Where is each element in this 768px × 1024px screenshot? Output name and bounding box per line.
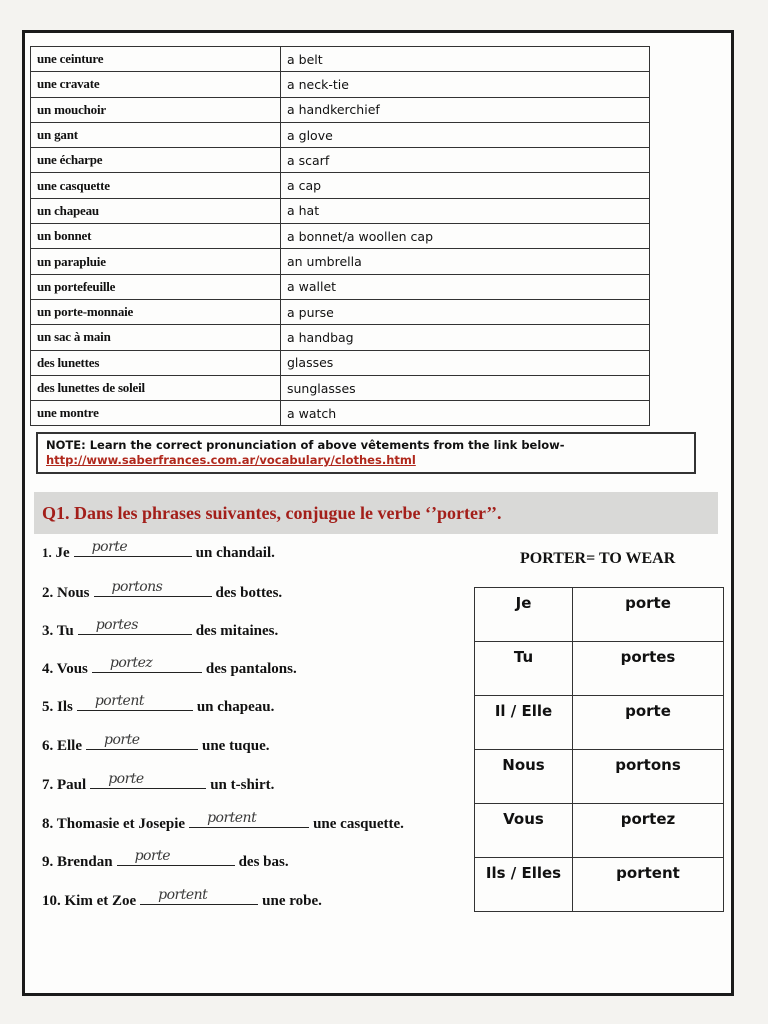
exercise-number: 8. xyxy=(42,816,54,832)
conjugation-title: PORTER= TO WEAR xyxy=(520,550,676,567)
handwritten-answer: porte xyxy=(108,771,144,787)
exercise-number: 1. xyxy=(42,545,52,560)
vocab-english: a wallet xyxy=(281,274,650,299)
conjugation-form: portes xyxy=(573,642,724,696)
conjugation-row xyxy=(475,858,724,912)
vocab-row xyxy=(31,401,650,426)
vocab-row xyxy=(31,299,650,324)
vocab-row xyxy=(31,72,650,97)
answer-blank[interactable] xyxy=(86,733,198,750)
conjugation-row xyxy=(475,588,724,642)
exercise-subject: Thomasie et Josepie xyxy=(56,816,186,832)
conjugation-form: porte xyxy=(573,588,724,642)
conjugation-form: portent xyxy=(573,858,724,912)
conjugation-table xyxy=(474,587,724,912)
vocab-french: un sac à main xyxy=(31,325,281,350)
vocab-row xyxy=(31,47,650,72)
answer-blank[interactable] xyxy=(77,694,193,711)
exercise-number: 3. xyxy=(42,623,54,639)
conjugation-pronoun: Tu xyxy=(475,642,573,696)
vocab-french: un portefeuille xyxy=(31,274,281,299)
vocab-row xyxy=(31,325,650,350)
handwritten-answer: portent xyxy=(207,810,257,826)
vocab-row xyxy=(31,249,650,274)
vocab-row xyxy=(31,198,650,223)
vocab-english: a handbag xyxy=(281,325,650,350)
vocab-french: un mouchoir xyxy=(31,97,281,122)
vocab-french: des lunettes xyxy=(31,350,281,375)
question-title: Q1. Dans les phrases suivantes, conjugue le verbe ‘’porter’’. xyxy=(42,503,502,523)
answer-blank[interactable] xyxy=(117,849,235,866)
exercise-subject: Elle xyxy=(57,738,82,754)
exercise-item xyxy=(42,618,278,640)
vocab-english: a hat xyxy=(281,198,650,223)
handwritten-answer: portes xyxy=(95,617,138,633)
conjugation-pronoun: Je xyxy=(475,588,573,642)
answer-blank[interactable] xyxy=(94,580,212,597)
vocab-english: a bonnet/a woollen cap xyxy=(281,224,650,249)
exercise-rest: un chandail. xyxy=(195,545,275,561)
exercise-number: 10. xyxy=(42,893,61,909)
exercise-subject: Brendan xyxy=(57,854,113,870)
conjugation-row xyxy=(475,750,724,804)
exercise-item xyxy=(42,733,270,755)
vocab-french: un bonnet xyxy=(31,224,281,249)
exercise-item xyxy=(42,656,297,678)
conjugation-row xyxy=(475,696,724,750)
handwritten-answer: porte xyxy=(104,732,140,748)
vocab-english: a glove xyxy=(281,122,650,147)
exercise-item xyxy=(42,849,289,871)
handwritten-answer: porte xyxy=(134,848,171,864)
conjugation-pronoun: Nous xyxy=(475,750,573,804)
conjugation-pronoun: Ils / Elles xyxy=(475,858,573,912)
conjugation-row xyxy=(475,804,724,858)
conjugation-form: portez xyxy=(573,804,724,858)
exercise-rest: une casquette. xyxy=(313,816,404,832)
exercise-item xyxy=(42,540,275,562)
exercise-number: 6. xyxy=(42,738,54,754)
exercise-item xyxy=(42,811,404,833)
vocab-french: un porte-monnaie xyxy=(31,299,281,324)
conjugation-row xyxy=(475,642,724,696)
vocab-french: un gant xyxy=(31,122,281,147)
vocab-french: une écharpe xyxy=(31,148,281,173)
exercise-rest: une tuque. xyxy=(202,738,270,754)
vocabulary-table xyxy=(30,46,650,426)
answer-blank[interactable] xyxy=(90,772,206,789)
exercise-item xyxy=(42,888,322,910)
exercise-item xyxy=(42,694,274,716)
handwritten-answer: porte xyxy=(91,539,128,555)
answer-blank[interactable] xyxy=(92,656,202,673)
answer-blank[interactable] xyxy=(189,811,309,828)
note-box xyxy=(36,432,696,474)
conjugation-form: porte xyxy=(573,696,724,750)
exercise-number: 7. xyxy=(42,777,54,793)
exercise-number: 4. xyxy=(42,661,54,677)
vocab-french: une montre xyxy=(31,401,281,426)
vocab-english: a neck-tie xyxy=(281,72,650,97)
note-text: NOTE: Learn the correct pronunciation of above vêtements from the link below- xyxy=(46,438,565,452)
vocab-english: glasses xyxy=(281,350,650,375)
handwritten-answer: portent xyxy=(158,887,208,903)
vocab-row xyxy=(31,173,650,198)
vocab-english: a scarf xyxy=(281,148,650,173)
exercise-rest: des pantalons. xyxy=(205,661,297,677)
vocab-english: sunglasses xyxy=(281,375,650,400)
handwritten-answer: portent xyxy=(94,693,144,709)
exercise-rest: un chapeau. xyxy=(196,699,275,715)
vocab-english: a handkerchief xyxy=(281,97,650,122)
exercise-number: 2. xyxy=(42,585,54,601)
conjugation-form: portons xyxy=(573,750,724,804)
vocab-french: une cravate xyxy=(31,72,281,97)
answer-blank[interactable] xyxy=(140,888,258,905)
exercise-subject: Kim et Zoe xyxy=(64,893,137,909)
handwritten-answer: portons xyxy=(111,579,163,595)
vocab-french: des lunettes de soleil xyxy=(31,375,281,400)
answer-blank[interactable] xyxy=(78,618,192,635)
vocab-row xyxy=(31,97,650,122)
exercise-number: 5. xyxy=(42,699,54,715)
vocab-row xyxy=(31,122,650,147)
exercise-rest: une robe. xyxy=(262,893,322,909)
vocab-row xyxy=(31,274,650,299)
exercise-rest: des bottes. xyxy=(215,585,283,601)
exercise-subject: Tu xyxy=(56,623,74,639)
conjugation-pronoun: Vous xyxy=(475,804,573,858)
vocab-french: une casquette xyxy=(31,173,281,198)
answer-blank[interactable] xyxy=(74,540,192,557)
vocab-english: a cap xyxy=(281,173,650,198)
exercise-subject: Nous xyxy=(57,585,90,601)
vocab-row xyxy=(31,375,650,400)
note-link[interactable]: http://www.saberfrances.com.ar/vocabulary/clothes.html xyxy=(46,453,416,467)
exercise-item xyxy=(42,580,282,602)
vocab-row xyxy=(31,224,650,249)
exercise-rest: un t-shirt. xyxy=(210,777,275,793)
vocab-english: a purse xyxy=(281,299,650,324)
exercise-subject: Vous xyxy=(56,661,88,677)
vocab-french: un chapeau xyxy=(31,198,281,223)
question-header xyxy=(34,492,718,534)
exercise-subject: Je xyxy=(55,545,70,561)
vocab-french: une ceinture xyxy=(31,47,281,72)
handwritten-answer: portez xyxy=(109,655,153,671)
vocab-french: un parapluie xyxy=(31,249,281,274)
vocab-row xyxy=(31,148,650,173)
exercise-rest: des bas. xyxy=(238,854,289,870)
conjugation-pronoun: Il / Elle xyxy=(475,696,573,750)
vocab-english: an umbrella xyxy=(281,249,650,274)
exercise-subject: Paul xyxy=(57,777,87,793)
vocab-english: a belt xyxy=(281,47,650,72)
exercise-item xyxy=(42,772,274,794)
exercise-number: 9. xyxy=(42,854,54,870)
exercise-subject: Ils xyxy=(57,699,73,715)
vocab-english: a watch xyxy=(281,401,650,426)
exercise-rest: des mitaines. xyxy=(195,623,279,639)
vocab-row xyxy=(31,350,650,375)
